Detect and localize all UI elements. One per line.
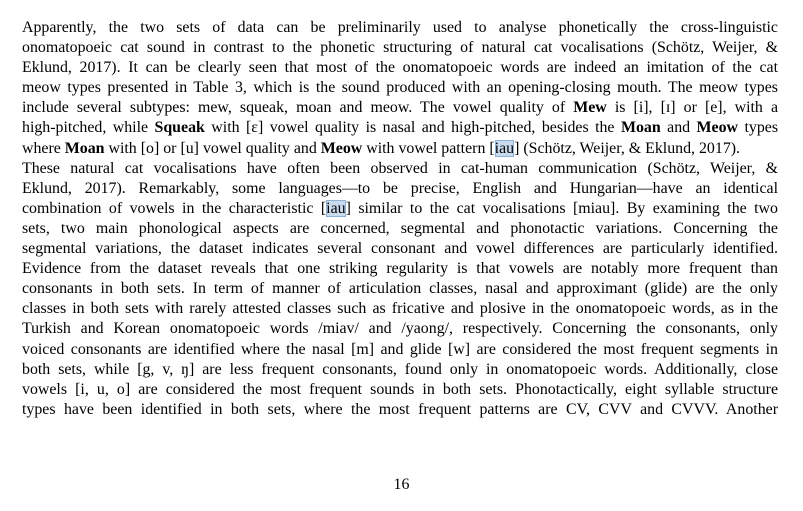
text-run: classes in both sets with rarely attested classes such as fricative and plosive in the onomatopoeic words, as in the	[22, 300, 778, 318]
text-line	[22, 299, 778, 319]
text-run: where	[22, 139, 65, 157]
text-run: include several subtypes: mew, squeak, moan and meow. The vowel quality of	[22, 99, 574, 117]
text-line	[22, 199, 778, 219]
text-line	[22, 98, 778, 118]
text-line	[22, 360, 778, 380]
text-run: vowels [i, u, o] are considered the most frequent sounds in both sets. Phonotactically, eight syllable structure	[22, 380, 778, 398]
text-line	[22, 319, 778, 339]
bold-term: Moan	[64, 139, 105, 157]
text-line	[22, 400, 778, 420]
text-run: with [ɛ] vowel quality is nasal and high-pitched, besides the	[204, 119, 621, 137]
body-paragraph	[22, 18, 778, 420]
bold-term: Meow	[320, 139, 363, 157]
text-run: and	[660, 119, 697, 137]
text-run: types	[738, 119, 779, 137]
text-run: Turkish and Korean onomatopoeic words /miav/ and /yaong/, respectively. Concerning the consonants, only	[22, 320, 778, 338]
bold-term: Meow	[696, 119, 739, 137]
text-line	[22, 279, 778, 299]
text-run: Eklund, 2017). Remarkably, some languages—to be precise, English and Hungarian—have an identical	[22, 179, 778, 197]
bold-term: Squeak	[154, 119, 205, 137]
text-run: sets, two main phonological aspects are concerned, segmental and phonotactic variations. Concerning the	[22, 219, 778, 237]
highlighted-text: iau	[326, 199, 346, 217]
page-number: 16	[393, 476, 410, 493]
text-run: Evidence from the dataset reveals that one striking regularity is that vowels are notably more frequent than	[22, 260, 778, 278]
text-run: is [i], [ɪ] or [e], with a	[606, 99, 779, 117]
text-run: onomatopoeic cat sound in contrast to the phonetic structuring of natural cat vocalisations (Schötz, Weijer, &	[22, 39, 778, 57]
text-line	[22, 159, 778, 179]
text-line	[22, 38, 778, 58]
text-run: with [o] or [u] vowel quality and	[104, 139, 321, 157]
text-line	[22, 380, 778, 400]
text-run: combination of vowels in the characteristic [	[22, 199, 327, 217]
text-line	[22, 340, 778, 360]
bold-term: Moan	[620, 119, 661, 137]
text-line	[22, 18, 778, 38]
text-run: ] similar to the cat vocalisations [miau]. By examining the two	[345, 199, 778, 217]
text-run: high-pitched, while	[22, 119, 155, 137]
text-run: Eklund, 2017). It can be clearly seen that most of the onomatopoeic words are indeed an imitation of the cat	[22, 59, 778, 77]
text-line	[22, 118, 778, 138]
text-line	[22, 179, 778, 199]
text-run: Apparently, the two sets of data can be preliminarily used to analyse phonetically the cross-linguistic	[22, 19, 778, 36]
highlighted-text: iau	[494, 139, 515, 157]
text-line	[22, 259, 778, 279]
text-run: voiced consonants are identified where the nasal [m] and glide [w] are considered the most frequent segments in	[22, 340, 778, 358]
text-run: with vowel pattern [	[362, 139, 495, 157]
text-line	[22, 58, 778, 78]
text-run: both sets, while [g, v, ŋ] are less frequent consonants, found only in onomatopoeic words. Additionally, close	[22, 360, 778, 378]
text-line	[22, 219, 778, 239]
bold-term: Mew	[573, 99, 607, 117]
text-run: ] (Schötz, Weijer, & Eklund, 2017).	[514, 139, 741, 157]
text-run: meow types presented in Table 3, which is the sound produced with an opening-closing mouth. The meow types	[22, 79, 778, 97]
text-run: consonants in both sets. In term of manner of articulation classes, nasal and approximant (glide) are the only	[22, 280, 778, 298]
text-run: types have been identified in both sets, where the most frequent patterns are CV, CVV and CVVV. Another	[22, 400, 778, 418]
text-run: segmental variations, the dataset indicates several consonant and vowel differences are particularly identified.	[22, 240, 778, 258]
text-line	[22, 239, 778, 259]
text-line	[22, 78, 778, 98]
text-line	[22, 139, 778, 159]
text-run: These natural cat vocalisations have often been observed in cat-human communication (Schötz, Weijer, &	[22, 159, 778, 177]
